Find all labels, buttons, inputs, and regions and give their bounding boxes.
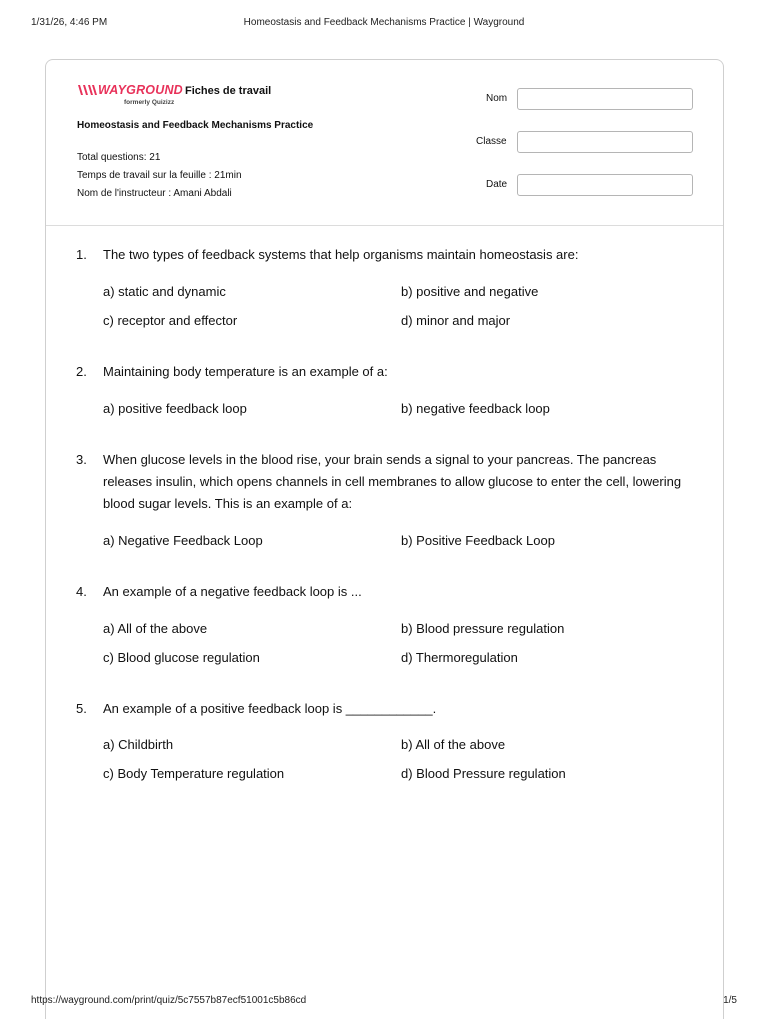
wayground-logo (77, 82, 187, 106)
option-b[interactable]: b) negative feedback loop (401, 401, 550, 416)
name-field[interactable] (517, 88, 693, 110)
print-footer (0, 995, 768, 1009)
option-b[interactable]: b) positive and negative (401, 284, 539, 299)
question-text: An example of a negative feedback loop is ... (103, 584, 362, 599)
option-c[interactable]: c) Blood glucose regulation (103, 650, 260, 665)
question-number: 2. (76, 364, 87, 379)
class-label: Classe (476, 136, 507, 147)
question-text: The two types of feedback systems that help organisms maintain homeostasis are: (103, 247, 579, 262)
option-a[interactable]: a) positive feedback loop (103, 401, 247, 416)
print-header (0, 17, 768, 31)
logo-wordmark: WAYGROUND (98, 83, 183, 97)
print-title: Homeostasis and Feedback Mechanisms Practice | Wayground (243, 17, 525, 28)
question-text-line-2: releases insulin, which opens channels in cell membranes to allow glucose to enter the cell, lowering (103, 474, 682, 489)
print-url: https://wayground.com/print/quiz/5c7557b87ecf51001c5b86cd (31, 995, 307, 1006)
page-number: 1/5 (723, 995, 737, 1006)
question-number: 1. (76, 247, 87, 262)
logo-subtext: formerly Quizizz (124, 99, 175, 106)
option-d[interactable]: d) minor and major (401, 313, 511, 328)
name-label: Nom (486, 93, 508, 104)
total-questions: Total questions: 21 (77, 152, 161, 163)
option-d[interactable]: d) Thermoregulation (401, 650, 518, 665)
worksheet-header (46, 60, 723, 226)
sheet-type: Fiches de travail (185, 85, 272, 97)
option-b[interactable]: b) Blood pressure regulation (401, 621, 565, 636)
worksheet (45, 59, 724, 1019)
question-number: 5. (76, 701, 87, 716)
class-field[interactable] (517, 131, 693, 153)
instructor-name: Nom de l'instructeur : Amani Abdali (77, 188, 232, 199)
option-a[interactable]: a) static and dynamic (103, 284, 226, 299)
question-number: 4. (76, 584, 87, 599)
option-a[interactable]: a) Childbirth (103, 737, 174, 752)
question-text: Maintaining body temperature is an example of a: (103, 364, 388, 379)
print-datetime: 1/31/26, 4:46 PM (31, 17, 108, 28)
quiz-title: Homeostasis and Feedback Mechanisms Practice (77, 120, 314, 131)
question-text-line-3: blood sugar levels. This is an example of a: (103, 496, 353, 511)
question-text-line-1: When glucose levels in the blood rise, your brain sends a signal to your pancreas. The pancreas (103, 452, 657, 467)
option-a[interactable]: a) Negative Feedback Loop (103, 533, 263, 548)
question-number: 3. (76, 452, 87, 467)
option-b[interactable]: b) Positive Feedback Loop (401, 533, 555, 548)
work-time: Temps de travail sur la feuille : 21min (77, 170, 242, 181)
wayground-logo-icon (77, 83, 97, 97)
question-text: An example of a positive feedback loop is ____________. (103, 701, 437, 716)
option-a[interactable]: a) All of the above (103, 621, 208, 636)
option-c[interactable]: c) Body Temperature regulation (103, 766, 285, 781)
date-label: Date (486, 179, 508, 190)
option-d[interactable]: d) Blood Pressure regulation (401, 766, 566, 781)
option-c[interactable]: c) receptor and effector (103, 313, 238, 328)
date-field[interactable] (517, 174, 693, 196)
option-b[interactable]: b) All of the above (401, 737, 506, 752)
